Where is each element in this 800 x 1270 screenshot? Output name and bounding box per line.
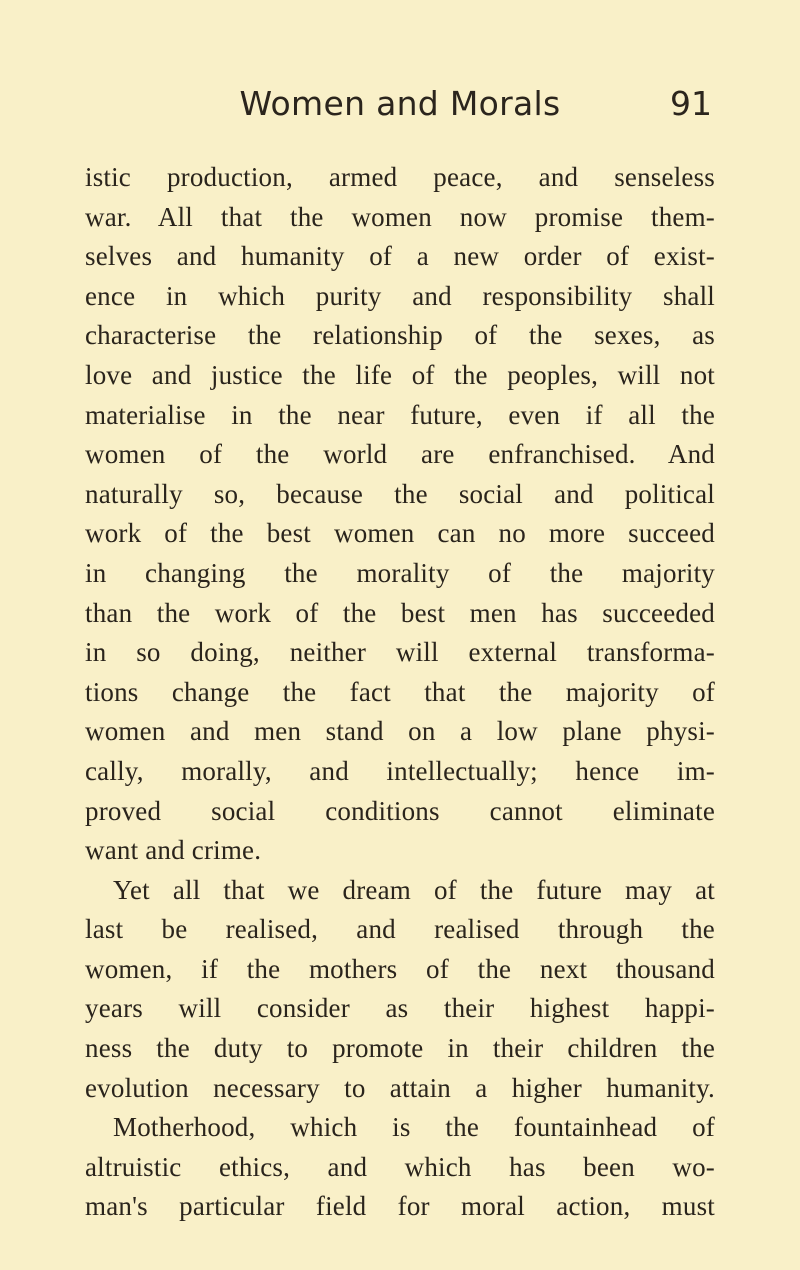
text-line: altruistic ethics, and which has been wo- [85,1151,715,1182]
text-line: evolution necessary to attain a higher humanity. [85,1072,715,1103]
text-line: last be realised, and realised through the [85,914,715,945]
text-line: in so doing, neither will external transforma- [85,637,715,668]
text-line: women, if the mothers of the next thousand [85,953,715,984]
text-line: women and men stand on a low plane physi- [85,716,715,747]
text-line: naturally so, because the social and political [85,478,715,509]
text-line: love and justice the life of the peoples, will not [85,359,715,390]
text-line: istic production, armed peace, and senseless [85,162,715,192]
text-line: in changing the morality of the majority [85,557,715,588]
text-line: Motherhood, which is the fountainhead of [113,1112,715,1143]
text-line: characterise the relationship of the sexes, as [85,320,715,351]
text-line: war. All that the women now promise them- [85,201,715,232]
text-line: selves and humanity of a new order of exist- [85,241,715,272]
text-line: women of the world are enfranchised. And [85,439,715,470]
text-line: cally, morally, and intellectually; hence im- [85,755,715,786]
text-line: work of the best women can no more succeed [85,518,715,549]
text-line: man's particular field for moral action, must [85,1191,715,1222]
body-text [85,158,715,1227]
text-line: tions change the fact that the majority of [85,676,715,707]
text-line: years will consider as their highest happi- [85,993,715,1024]
text-line: proved social conditions cannot eliminate [85,795,715,826]
page-number: 91 [670,84,712,123]
text-line: want and crime. [85,835,262,866]
text-line: than the work of the best men has succeeded [85,597,715,628]
text-line: ence in which purity and responsibility shall [85,280,715,311]
page-title: Women and Morals [239,84,561,123]
text-line: materialise in the near future, even if all the [85,399,715,430]
text-line: Yet all that we dream of the future may at [113,874,715,905]
running-head [0,84,800,134]
text-line: ness the duty to promote in their children the [85,1033,715,1064]
